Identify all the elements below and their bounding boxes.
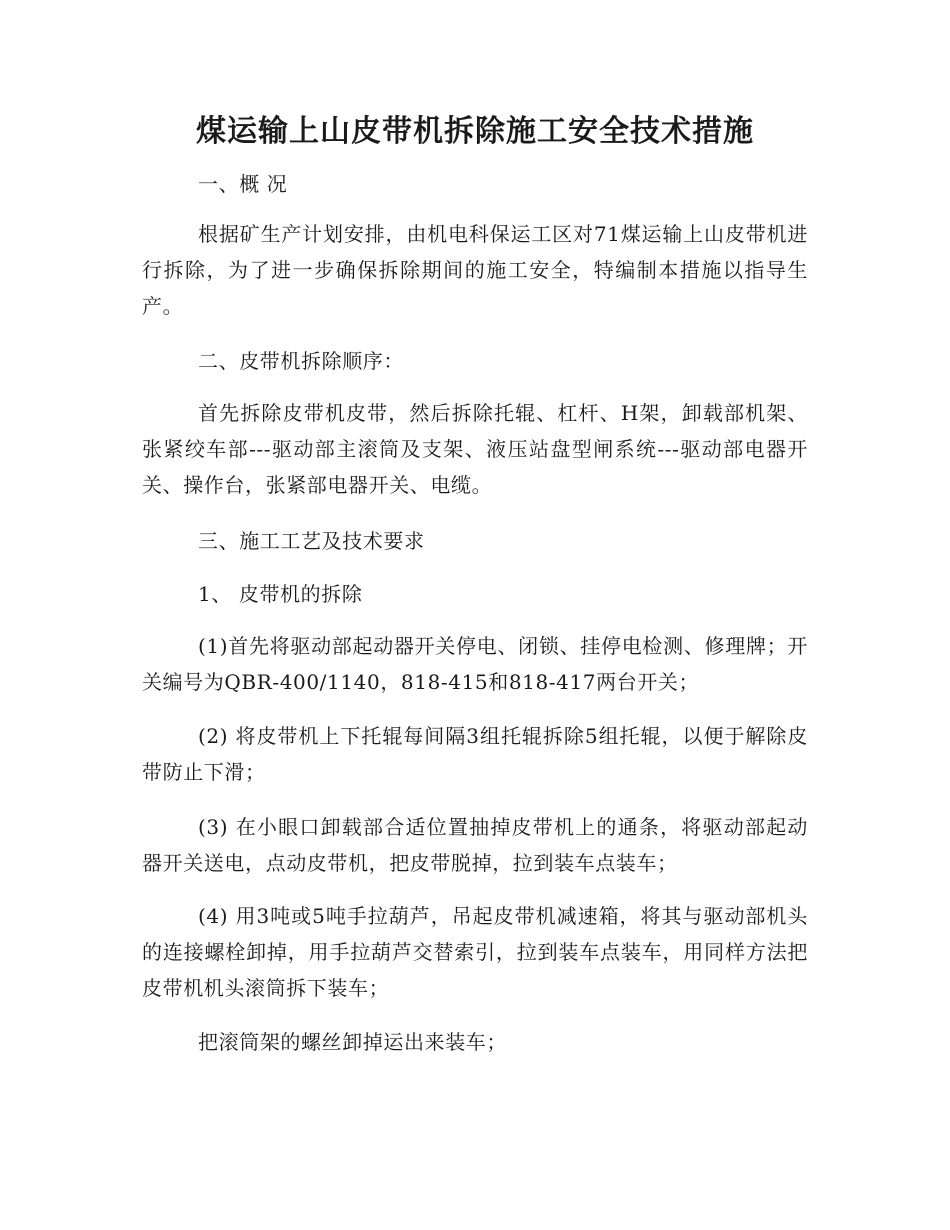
list-item-step-3: (3) 在小眼口卸载部合适位置抽掉皮带机上的通条，将驱动部起动器开关送电，点动皮带机，把皮带脱掉，拉到装车点装车；	[142, 815, 808, 875]
section-heading-removal-order: 二、皮带机拆除顺序：	[198, 349, 404, 373]
paragraph-removal-order: 首先拆除皮带机皮带，然后拆除托辊、杠杆、H架，卸载部机架、张紧绞车部---驱动部主滚筒及支架、液压站盘型闸系统---驱动部电器开关、操作台，张紧部电器开关、电缆。	[142, 401, 808, 497]
subsection-heading-belt-removal: 1、 皮带机的拆除	[198, 582, 363, 606]
list-item-step-2: (2) 将皮带机上下托辊每间隔3组托辊拆除5组托辊，以便于解除皮带防止下滑；	[142, 724, 808, 784]
paragraph-overview: 根据矿生产计划安排，由机电科保运工区对71煤运输上山皮带机进行拆除，为了进一步确保拆除期间的施工安全，特编制本措施以指导生产。	[142, 222, 808, 318]
section-heading-process: 三、施工工艺及技术要求	[198, 529, 425, 553]
list-item-step-1: (1)首先将驱动部起动器开关停电、闭锁、挂停电检测、修理牌；开关编号为QBR-400/1140，818-415和818-417两台开关；	[142, 634, 808, 694]
document-title: 煤运输上山皮带机拆除施工安全技术措施	[196, 114, 754, 149]
list-item-step-4: (4) 用3吨或5吨手拉葫芦，吊起皮带机减速箱，将其与驱动部机头的连接螺栓卸掉，用手拉葫芦交替索引，拉到装车点装车，用同样方法把皮带机机头滚筒拆下装车；	[142, 904, 808, 1000]
paragraph-drum-frame: 把滚筒架的螺丝卸掉运出来装车；	[198, 1030, 507, 1054]
section-heading-overview: 一、概 况	[198, 172, 288, 196]
